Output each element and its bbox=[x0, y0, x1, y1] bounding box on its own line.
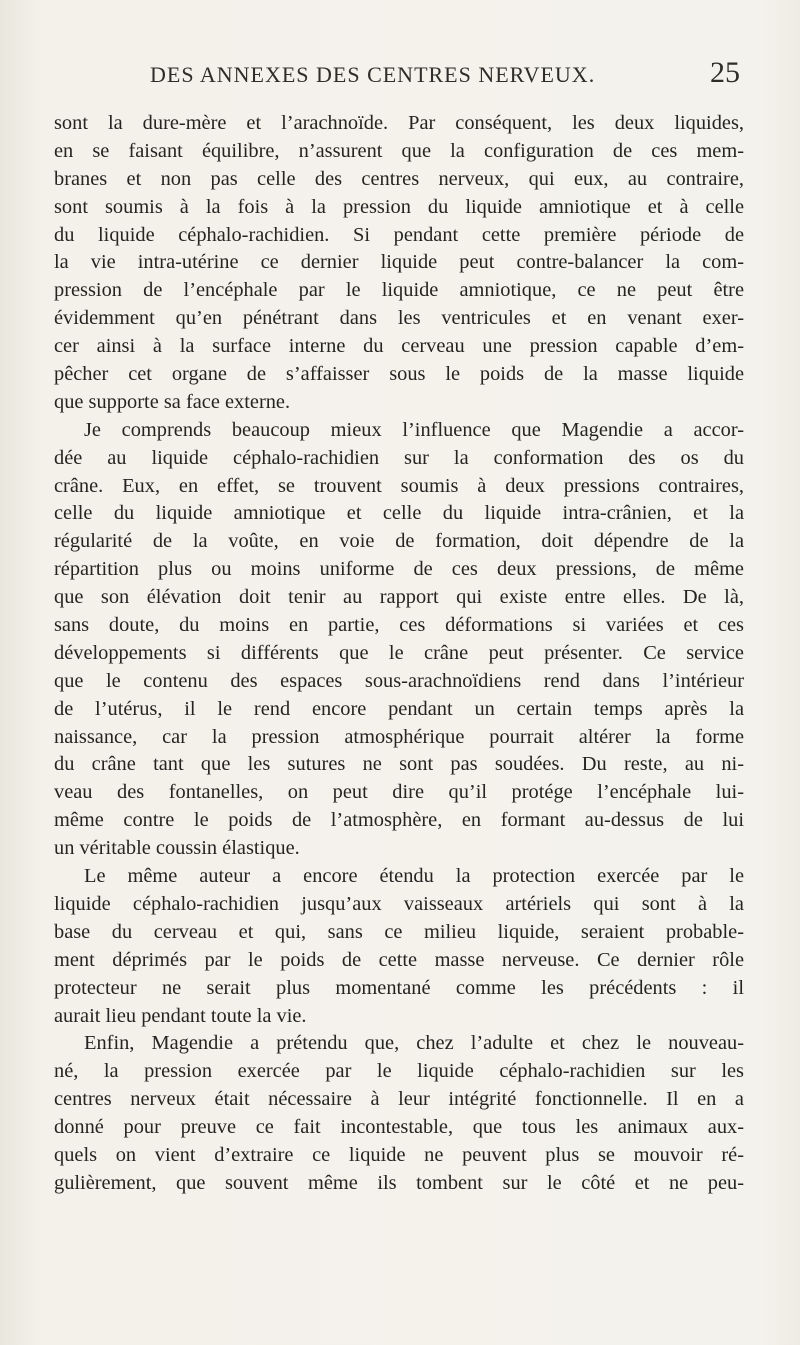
text-line: donné pour preuve ce fait incontestable, que tous les animaux aux- bbox=[54, 1116, 744, 1139]
text-line: un véritable coussin élastique. bbox=[54, 837, 300, 860]
text-line: aurait lieu pendant toute la vie. bbox=[54, 1004, 307, 1027]
text-line: liquide céphalo-rachidien jusqu’aux vaisseaux artériels qui sont à la bbox=[54, 892, 744, 915]
text-line: branes et non pas celle des centres nerveux, qui eux, au contraire, bbox=[54, 167, 744, 190]
text-line: ment déprimés par le poids de cette masse nerveuse. Ce dernier rôle bbox=[54, 948, 744, 971]
text-line: évidemment qu’en pénétrant dans les ventricules et en venant exer- bbox=[54, 307, 744, 330]
text-line: sont soumis à la fois à la pression du liquide amniotique et à celle bbox=[54, 195, 744, 218]
text-line: celle du liquide amniotique et celle du liquide intra-crânien, et la bbox=[54, 502, 744, 525]
text-line: base du cerveau et qui, sans ce milieu liquide, seraient probable- bbox=[54, 920, 744, 943]
paragraph-2 bbox=[54, 417, 744, 863]
text-line: répartition plus ou moins uniforme de ces deux pressions, de même bbox=[54, 558, 744, 581]
text-line: gulièrement, que souvent même ils tombent sur le côté et ne peu- bbox=[54, 1171, 744, 1194]
text-line: que son élévation doit tenir au rapport qui existe entre elles. De là, bbox=[54, 586, 744, 609]
text-line: du liquide céphalo-rachidien. Si pendant cette première période de bbox=[54, 223, 744, 246]
paragraph-1 bbox=[54, 110, 744, 417]
text-line: en se faisant équilibre, n’assurent que la configuration de ces mem- bbox=[54, 139, 744, 162]
text-line: né, la pression exercée par le liquide céphalo-rachidien sur les bbox=[54, 1060, 744, 1083]
text-line: régularité de la voûte, en voie de formation, doit dépendre de la bbox=[54, 530, 744, 553]
running-title: DES ANNEXES DES CENTRES NERVEUX. bbox=[150, 62, 596, 87]
text-line: protecteur ne serait plus momentané comme les précédents : il bbox=[54, 976, 744, 999]
text-line: Le même auteur a encore étendu la protection exercée par le bbox=[84, 865, 744, 888]
text-line: sont la dure-mère et l’arachnoïde. Par conséquent, les deux liquides, bbox=[54, 112, 744, 134]
text-line: que le contenu des espaces sous-arachnoïdiens rend dans l’intérieur bbox=[54, 669, 744, 692]
text-line: centres nerveux était nécessaire à leur intégrité fonctionnelle. Il en a bbox=[54, 1088, 744, 1111]
text-line: dée au liquide céphalo-rachidien sur la conformation des os du bbox=[54, 446, 744, 469]
text-line: Enfin, Magendie a prétendu que, chez l’adulte et chez le nouveau- bbox=[84, 1032, 744, 1055]
paragraph-3 bbox=[54, 863, 744, 1030]
text-line: même contre le poids de l’atmosphère, en formant au-dessus de lui bbox=[54, 809, 744, 832]
body-text bbox=[54, 110, 744, 1198]
text-line: développements si différents que le crâne peut présenter. Ce service bbox=[54, 641, 744, 664]
text-line: naissance, car la pression atmosphérique pourrait altérer la forme bbox=[54, 725, 744, 748]
text-line: du crâne tant que les sutures ne sont pas soudées. Du reste, au ni- bbox=[54, 753, 744, 776]
text-line: sans doute, du moins en partie, ces déformations si variées et ces bbox=[54, 614, 744, 637]
text-line: la vie intra-utérine ce dernier liquide peut contre-balancer la com- bbox=[54, 251, 744, 274]
text-line: de l’utérus, il le rend encore pendant un certain temps après la bbox=[54, 697, 744, 720]
text-line: pêcher cet organe de s’affaisser sous le poids de la masse liquide bbox=[54, 363, 744, 386]
text-line: veau des fontanelles, on peut dire qu’il protége l’encéphale lui- bbox=[54, 781, 744, 804]
text-line: crâne. Eux, en effet, se trouvent soumis à deux pressions contraires, bbox=[54, 474, 744, 497]
text-line: quels on vient d’extraire ce liquide ne peuvent plus se mouvoir ré- bbox=[54, 1143, 744, 1166]
text-line: pression de l’encéphale par le liquide amniotique, ce ne peut être bbox=[54, 279, 744, 302]
text-line: Je comprends beaucoup mieux l’influence que Magendie a accor- bbox=[84, 418, 744, 441]
text-line: que supporte sa face externe. bbox=[54, 390, 291, 413]
page-header bbox=[150, 56, 740, 96]
paragraph-4 bbox=[54, 1030, 744, 1197]
page-number: 25 bbox=[710, 56, 740, 89]
text-line: cer ainsi à la surface interne du cerveau une pression capable d’em- bbox=[54, 335, 744, 358]
